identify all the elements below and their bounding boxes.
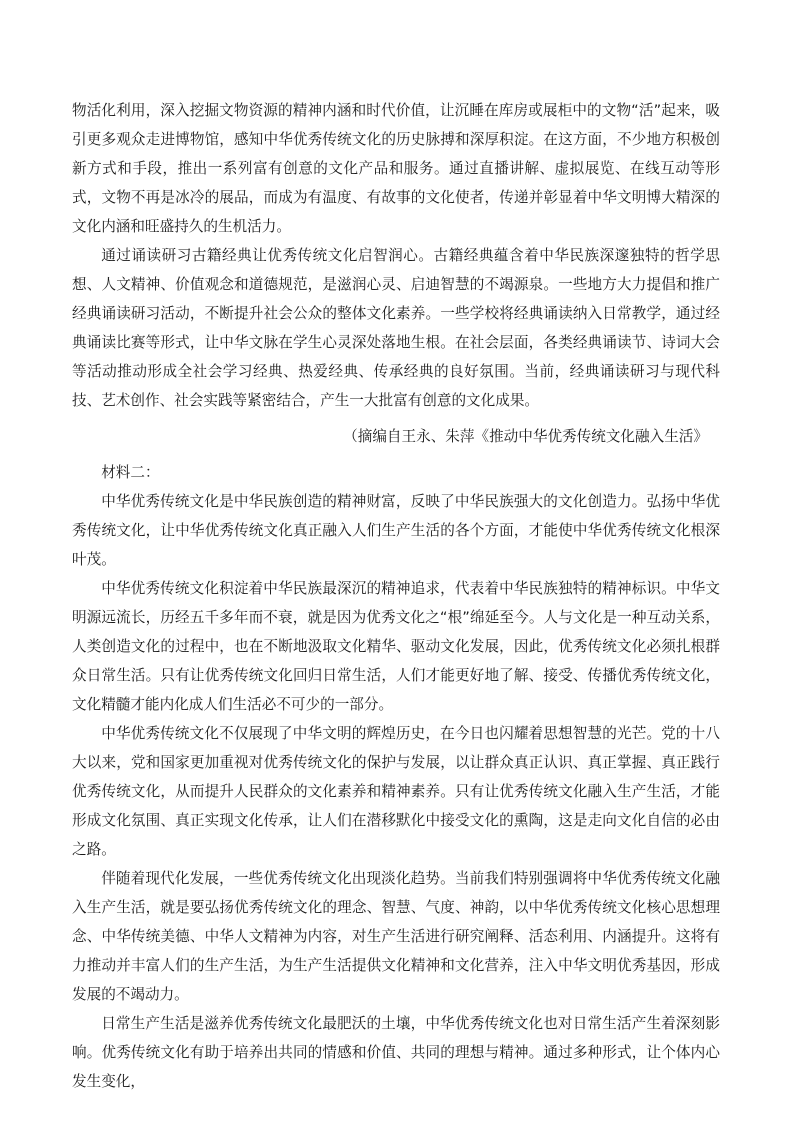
m2-paragraph-1: 中华优秀传统文化是中华民族创造的精神财富，反映了中华民族强大的文化创造力。弘扬中华优秀传统文化，让中华优秀传统文化真正融入人们生产生活的各个方面，才能使中华优秀传统文化根深叶茂。 <box>72 493 720 568</box>
m2-paragraph-3: 中华优秀传统文化不仅展现了中华文明的辉煌历史，在今日也闪耀着思想智慧的光芒。党的十八大以来，党和国家更加重视对优秀传统文化的保护与发展，以让群众真正认识、真正掌握、真正践行优秀传统文化，从而提升人民群众的文化素养和精神素养。只有让优秀传统文化融入生产生活，才能形成文化氛围、真正实现文化传承，让人们在潜移默化中接受文化的熏陶，这是走向文化自信的必由之路。 <box>72 725 720 858</box>
continued-paragraph: 物活化利用，深入挖掘文物资源的精神内涵和时代价值，让沉睡在库房或展柜中的文物“活”起来，吸引更多观众走进博物馆，感知中华优秀传统文化的历史脉搏和深厚积淀。在这方面，不少地方积极创新方式和手段，推出一系列富有创意的文化产品和服务。通过直播讲解、虚拟展览、在线互动等形式，文物不再是冰冷的展品，而成为有温度、有故事的文化使者，传递并彰显着中华文明博大精深的文化内涵和旺盛持久的生机活力。 <box>72 102 721 235</box>
m2-paragraph-2: 中华优秀传统文化积淀着中华民族最深沉的精神追求，代表着中华民族独特的精神标识。中华文明源远流长，历经五千多年而不衰，就是因为优秀文化之“根”绵延至今。人与文化是一种互动关系，人类创造文化的过程中，也在不断地汲取文化精华、驱动文化发展，因此，优秀传统文化必须扎根群众日常生活。只有让优秀传统文化回归日常生活，人们才能更好地了解、接受、传播优秀传统文化，文化精髓才能内化成人们生活必不可少的一部分。 <box>72 580 720 713</box>
paragraph-classics-recitation: 通过诵读研习古籍经典让优秀传统文化启智润心。古籍经典蕴含着中华民族深邃独特的哲学思想、人文精神、价值观念和道德规范，是滋润心灵、启迪智慧的不竭源泉。一些地方大力提倡和推广经典诵读研习活动，不断提升社会公众的整体文化素养。一些学校将经典诵读纳入日常教学，通过经典诵读比赛等形式，让中华文脉在学生心灵深处落地生根。在社会层面，各类经典诵读节、诗词大会等活动推动形成全社会学习经典、热爱经典、传承经典的良好氛围。当前，经典诵读研习与现代科技、艺术创作、社会实践等紧密结合，产生一大批富有创意的文化成果。 <box>72 247 720 409</box>
m2-paragraph-5: 日常生产生活是滋养优秀传统文化最肥沃的土壤，中华优秀传统文化也对日常生活产生着深刻影响。优秀传统文化有助于培养出共同的情感和价值、共同的理想与精神。通过多种形式，让个体内心发生变化， <box>72 1015 720 1090</box>
source-citation: （摘编自王永、朱萍《推动中华优秀传统文化融入生活》 <box>343 428 708 445</box>
m2-paragraph-4: 伴随着现代化发展，一些优秀传统文化出现淡化趋势。当前我们特别强调将中华优秀传统文化融入生产生活，就是要弘扬优秀传统文化的理念、智慧、气度、神韵，以中华优秀传统文化核心思想理念、中华传统美德、中华人文精神为内容，对生产生活进行研究阐释、活态利用、内涵提升。这将有力推动并丰富人们的生产生活，为生产生活提供文化精神和文化营养，注入中华文明优秀基因，形成发展的不竭动力。 <box>72 870 720 1003</box>
material-2-heading: 材料二： <box>101 464 160 481</box>
document-page <box>72 96 720 1096</box>
